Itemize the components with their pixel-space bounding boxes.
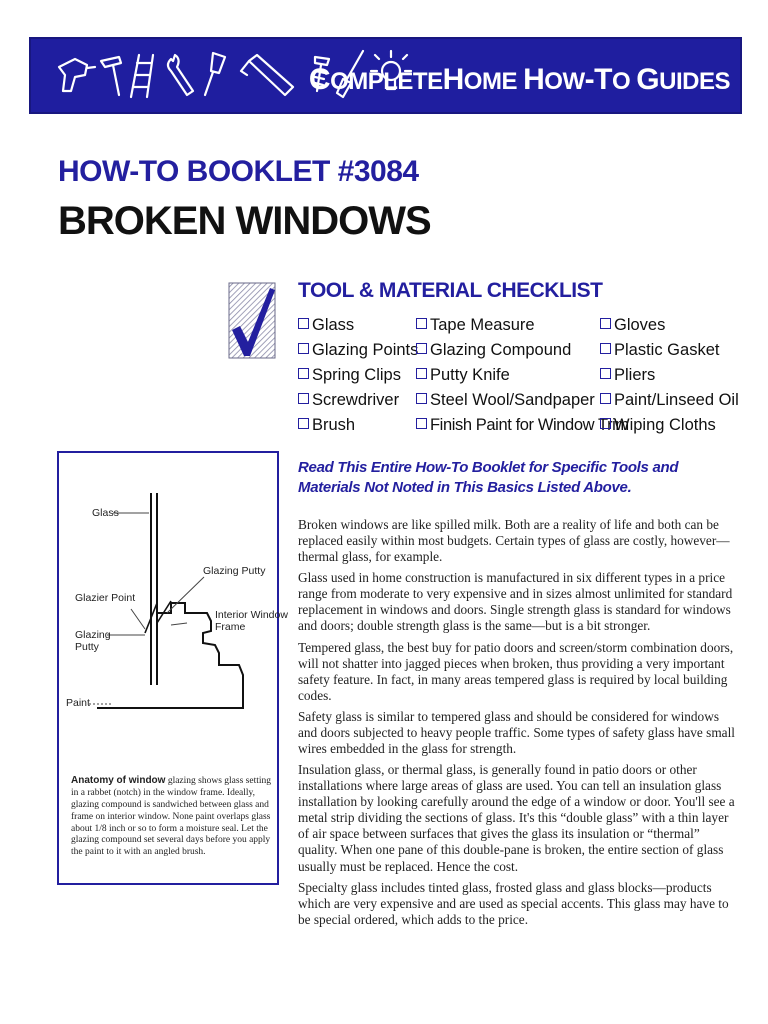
- header-banner: [29, 37, 742, 114]
- figure-caption: Anatomy of window glazing shows glass setting in a rabbet (notch) in the window frame. Ideally, glazing compound is sandwiched between glass and frame on interior window. None paint overlaps glass about 1/8 inch or so to form a moisture seal. Let the glazing compound set several days before you apply the paint to it with an angled brush.: [71, 775, 272, 858]
- paragraph: Tempered glass, the best buy for patio doors and screen/storm combination doors, will not shatter into jagged pieces when broken, thus providing a very important safety feature. In fact, in many areas tempered glass is required by local building codes.: [298, 639, 734, 703]
- paintbrush-icon: [205, 53, 225, 95]
- brand-title: COMPLETEHOME HOW-TO GUIDES: [308, 63, 730, 96]
- checklist-item[interactable]: Steel Wool/Sandpaper: [416, 391, 595, 410]
- checkbox-icon: [298, 318, 309, 329]
- checkbox-icon: [298, 368, 309, 379]
- checklist-item[interactable]: Wiping Cloths: [600, 416, 716, 435]
- window-anatomy-figure: [57, 451, 288, 885]
- checkbox-icon: [298, 343, 309, 354]
- checkbox-icon: [416, 368, 427, 379]
- checklist-item[interactable]: Spring Clips: [298, 366, 401, 385]
- checkbox-icon: [298, 393, 309, 404]
- checklist-item[interactable]: Glazing Compound: [416, 341, 571, 360]
- wrench-icon: [168, 55, 193, 95]
- checkbox-icon: [600, 393, 611, 404]
- body-text: [298, 517, 740, 933]
- tool-material-checklist: [298, 316, 758, 446]
- checkbox-icon: [416, 418, 427, 429]
- label-glazing-putty-left: Glazing Putty: [75, 629, 111, 654]
- checkbox-icon: [416, 393, 427, 404]
- checklist-item[interactable]: Plastic Gasket: [600, 341, 719, 360]
- label-glass: Glass: [92, 507, 119, 519]
- saw-icon: [241, 55, 293, 95]
- page-title: BROKEN WINDOWS: [58, 199, 431, 243]
- paragraph: Insulation glass, or thermal glass, is generally found in patio doors or other installations where large areas of glass are used. You can tell an insulation glass installation by looking carefully around the edge of a window or door. You'll see a metal strip dividing the sections of glass. It's this “double glass” with a thin layer of air space between surfaces that gives the glass its insulation or “thermal” quality. When one pane of this double-pane is broken, the entire section of glass usually must be replaced. Hence the cost.: [298, 762, 735, 874]
- checkmark-icon: [228, 282, 276, 359]
- paragraph: Broken windows are like spilled milk. Both are a reality of life and both can be replaced easily within most budgets. Certain types of glass are costly, however—thermal glass, for example.: [298, 517, 730, 565]
- checklist-item[interactable]: Finish Paint for Window Trim: [416, 416, 629, 435]
- paragraph: Glass used in home construction is manufactured in six different types in a price range from moderate to very expensive and in sizes almost unlimited for standard replacement in windows and doors. Single strength glass is standard for windows and doors; double strength glass is the same—but is a bit stronger.: [298, 570, 733, 634]
- label-paint: Paint: [66, 697, 90, 709]
- checklist-item[interactable]: Pliers: [600, 366, 655, 385]
- checklist-item[interactable]: Brush: [298, 416, 355, 435]
- checklist-item[interactable]: Putty Knife: [416, 366, 510, 385]
- label-glazing-putty: Glazing Putty: [203, 565, 266, 577]
- checkbox-icon: [600, 418, 611, 429]
- booklet-number: HOW-TO BOOKLET #3084: [58, 155, 419, 188]
- hammer-icon: [101, 57, 121, 95]
- checklist-item[interactable]: Screwdriver: [298, 391, 399, 410]
- checklist-item[interactable]: Gloves: [600, 316, 665, 335]
- checklist-note: Read This Entire How-To Booklet for Specific Tools and Materials Not Noted in This Basics Listed Above.: [298, 459, 679, 497]
- label-interior-frame: Interior Window Frame: [215, 609, 288, 634]
- checkbox-icon: [600, 318, 611, 329]
- checklist-item[interactable]: Paint/Linseed Oil: [600, 391, 739, 410]
- ladder-icon: [131, 55, 153, 97]
- label-glazier-point: Glazier Point: [75, 592, 136, 604]
- checkbox-icon: [416, 343, 427, 354]
- checkbox-icon: [416, 318, 427, 329]
- paragraph: Specialty glass includes tinted glass, frosted glass and glass blocks—products which are very expensive and are used as special accents. This glass may have to be special ordered, which adds to the price.: [298, 879, 729, 927]
- checklist-item[interactable]: Glass: [298, 316, 354, 335]
- checklist-title: TOOL & MATERIAL CHECKLIST: [298, 279, 603, 302]
- checkbox-icon: [298, 418, 309, 429]
- checkbox-icon: [600, 368, 611, 379]
- checklist-item[interactable]: Glazing Points: [298, 341, 418, 360]
- drill-icon: [59, 59, 95, 91]
- paragraph: Safety glass is similar to tempered glass and should be considered for windows and doors subjected to heavy people traffic. Some types of safety glass have small wires embedded in the glass for strength.: [298, 708, 735, 757]
- checkbox-icon: [600, 343, 611, 354]
- checklist-item[interactable]: Tape Measure: [416, 316, 535, 335]
